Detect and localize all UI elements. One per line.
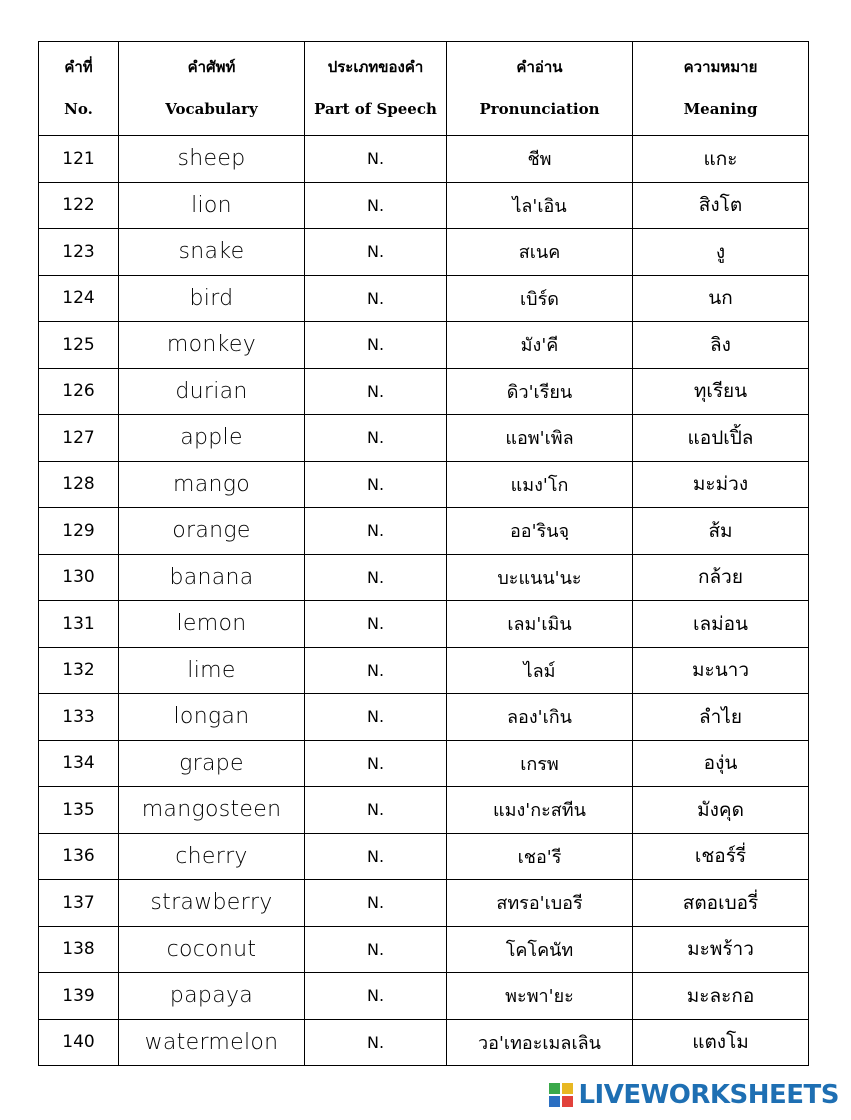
table-row (39, 1019, 809, 1066)
cell-part-of-speech: N. (305, 508, 447, 555)
table-row (39, 415, 809, 462)
cell-part-of-speech: N. (305, 601, 447, 648)
cell-vocabulary: coconut (119, 926, 305, 973)
cell-meaning: มะละกอ (633, 973, 809, 1020)
header-no-thai: คำที่ (64, 58, 93, 77)
cell-vocabulary: apple (119, 415, 305, 462)
cell-pronunciation: บะแนน'นะ (447, 554, 633, 601)
cell-pronunciation: มัง'คี (447, 322, 633, 369)
cell-meaning: มะม่วง (633, 461, 809, 508)
cell-pronunciation: ดิว'เรียน (447, 368, 633, 415)
cell-pronunciation: ชีพ (447, 136, 633, 183)
cell-meaning: ลำไย (633, 694, 809, 741)
header-pronunciation-english: Pronunciation (479, 99, 600, 118)
table-row (39, 694, 809, 741)
cell-number: 132 (39, 647, 119, 694)
table-row (39, 740, 809, 787)
header-part-of-speech-thai: ประเภทของคำ (327, 58, 424, 77)
logo-tile (562, 1096, 573, 1107)
cell-part-of-speech: N. (305, 322, 447, 369)
cell-vocabulary: orange (119, 508, 305, 555)
table-row (39, 647, 809, 694)
cell-meaning: กล้วย (633, 554, 809, 601)
cell-vocabulary: snake (119, 229, 305, 276)
cell-part-of-speech: N. (305, 415, 447, 462)
cell-vocabulary: banana (119, 554, 305, 601)
brand-name: LIVEWORKSHEETS (578, 1080, 839, 1110)
cell-vocabulary: mangosteen (119, 787, 305, 834)
cell-part-of-speech: N. (305, 880, 447, 927)
header-row (39, 42, 809, 136)
logo-tile (562, 1083, 573, 1094)
cell-part-of-speech: N. (305, 787, 447, 834)
cell-meaning: มังคุด (633, 787, 809, 834)
cell-vocabulary: mango (119, 461, 305, 508)
cell-number: 139 (39, 973, 119, 1020)
table-row (39, 229, 809, 276)
cell-vocabulary: grape (119, 740, 305, 787)
cell-pronunciation: ไล'เอิน (447, 182, 633, 229)
cell-number: 138 (39, 926, 119, 973)
cell-number: 126 (39, 368, 119, 415)
cell-part-of-speech: N. (305, 926, 447, 973)
cell-pronunciation: ไลม์ (447, 647, 633, 694)
cell-meaning: งู (633, 229, 809, 276)
cell-vocabulary: watermelon (119, 1019, 305, 1066)
cell-number: 133 (39, 694, 119, 741)
cell-pronunciation: พะพา'ยะ (447, 973, 633, 1020)
cell-number: 124 (39, 275, 119, 322)
cell-vocabulary: cherry (119, 833, 305, 880)
table-row (39, 880, 809, 927)
cell-part-of-speech: N. (305, 275, 447, 322)
header-part-of-speech-english: Part of Speech (314, 99, 437, 118)
cell-vocabulary: sheep (119, 136, 305, 183)
cell-meaning: ส้ม (633, 508, 809, 555)
cell-pronunciation: เชอ'รี (447, 833, 633, 880)
cell-number: 128 (39, 461, 119, 508)
cell-pronunciation: ออ'รินจฺ (447, 508, 633, 555)
cell-meaning: เลม่อน (633, 601, 809, 648)
cell-vocabulary: monkey (119, 322, 305, 369)
cell-pronunciation: วอ'เทอะเมลเลิน (447, 1019, 633, 1066)
table-row (39, 322, 809, 369)
cell-pronunciation: สทรอ'เบอรี (447, 880, 633, 927)
cell-meaning: สิงโต (633, 182, 809, 229)
table-row (39, 461, 809, 508)
table-row (39, 136, 809, 183)
cell-part-of-speech: N. (305, 229, 447, 276)
cell-number: 123 (39, 229, 119, 276)
header-meaning-thai: ความหมาย (683, 58, 758, 77)
cell-vocabulary: longan (119, 694, 305, 741)
table-row (39, 508, 809, 555)
header-vocabulary-thai: คำศัพท์ (187, 58, 236, 77)
cell-part-of-speech: N. (305, 694, 447, 741)
logo-tiles-icon (549, 1083, 573, 1107)
cell-meaning: สตอเบอรี่ (633, 880, 809, 927)
header-part-of-speech (305, 42, 447, 136)
cell-part-of-speech: N. (305, 833, 447, 880)
header-pronunciation-thai: คำอ่าน (516, 58, 563, 77)
cell-meaning: ทุเรียน (633, 368, 809, 415)
vocabulary-table (38, 41, 809, 1066)
cell-number: 122 (39, 182, 119, 229)
table-row (39, 368, 809, 415)
table-row (39, 973, 809, 1020)
cell-pronunciation: แอพ'เพิล (447, 415, 633, 462)
cell-part-of-speech: N. (305, 740, 447, 787)
cell-number: 137 (39, 880, 119, 927)
table-row (39, 787, 809, 834)
table-row (39, 833, 809, 880)
cell-meaning: มะนาว (633, 647, 809, 694)
logo-tile (549, 1096, 560, 1107)
header-vocabulary (119, 42, 305, 136)
cell-number: 121 (39, 136, 119, 183)
cell-part-of-speech: N. (305, 554, 447, 601)
header-pronunciation (447, 42, 633, 136)
cell-part-of-speech: N. (305, 973, 447, 1020)
table-row (39, 275, 809, 322)
cell-part-of-speech: N. (305, 461, 447, 508)
cell-vocabulary: papaya (119, 973, 305, 1020)
cell-meaning: แกะ (633, 136, 809, 183)
header-no (39, 42, 119, 136)
cell-vocabulary: strawberry (119, 880, 305, 927)
cell-vocabulary: durian (119, 368, 305, 415)
cell-number: 134 (39, 740, 119, 787)
header-meaning-english: Meaning (683, 99, 758, 118)
cell-pronunciation: สเนค (447, 229, 633, 276)
table-row (39, 182, 809, 229)
cell-number: 140 (39, 1019, 119, 1066)
cell-vocabulary: lime (119, 647, 305, 694)
cell-vocabulary: lion (119, 182, 305, 229)
cell-pronunciation: แมง'กะสทีน (447, 787, 633, 834)
cell-number: 135 (39, 787, 119, 834)
cell-pronunciation: แมง'โก (447, 461, 633, 508)
cell-meaning: มะพร้าว (633, 926, 809, 973)
cell-number: 131 (39, 601, 119, 648)
cell-meaning: แตงโม (633, 1019, 809, 1066)
cell-pronunciation: เลม'เมิน (447, 601, 633, 648)
cell-number: 130 (39, 554, 119, 601)
cell-meaning: นก (633, 275, 809, 322)
table-row (39, 554, 809, 601)
cell-pronunciation: ลอง'เกิน (447, 694, 633, 741)
cell-pronunciation: เบิร์ด (447, 275, 633, 322)
cell-meaning: แอปเปิ้ล (633, 415, 809, 462)
cell-vocabulary: lemon (119, 601, 305, 648)
table-header (39, 42, 809, 136)
cell-meaning: เชอร์รี่ (633, 833, 809, 880)
table-row (39, 926, 809, 973)
header-meaning (633, 42, 809, 136)
cell-part-of-speech: N. (305, 182, 447, 229)
cell-meaning: ลิง (633, 322, 809, 369)
cell-part-of-speech: N. (305, 647, 447, 694)
header-vocabulary-english: Vocabulary (165, 99, 258, 118)
cell-number: 129 (39, 508, 119, 555)
cell-pronunciation: โคโคนัท (447, 926, 633, 973)
cell-part-of-speech: N. (305, 1019, 447, 1066)
cell-number: 136 (39, 833, 119, 880)
cell-vocabulary: bird (119, 275, 305, 322)
header-no-english: No. (64, 99, 93, 118)
cell-part-of-speech: N. (305, 368, 447, 415)
cell-number: 127 (39, 415, 119, 462)
cell-part-of-speech: N. (305, 136, 447, 183)
cell-number: 125 (39, 322, 119, 369)
table-body (39, 136, 809, 1066)
logo-tile (549, 1083, 560, 1094)
liveworksheets-logo (549, 1080, 839, 1110)
cell-pronunciation: เกรพ (447, 740, 633, 787)
table-row (39, 601, 809, 648)
cell-meaning: องุ่น (633, 740, 809, 787)
